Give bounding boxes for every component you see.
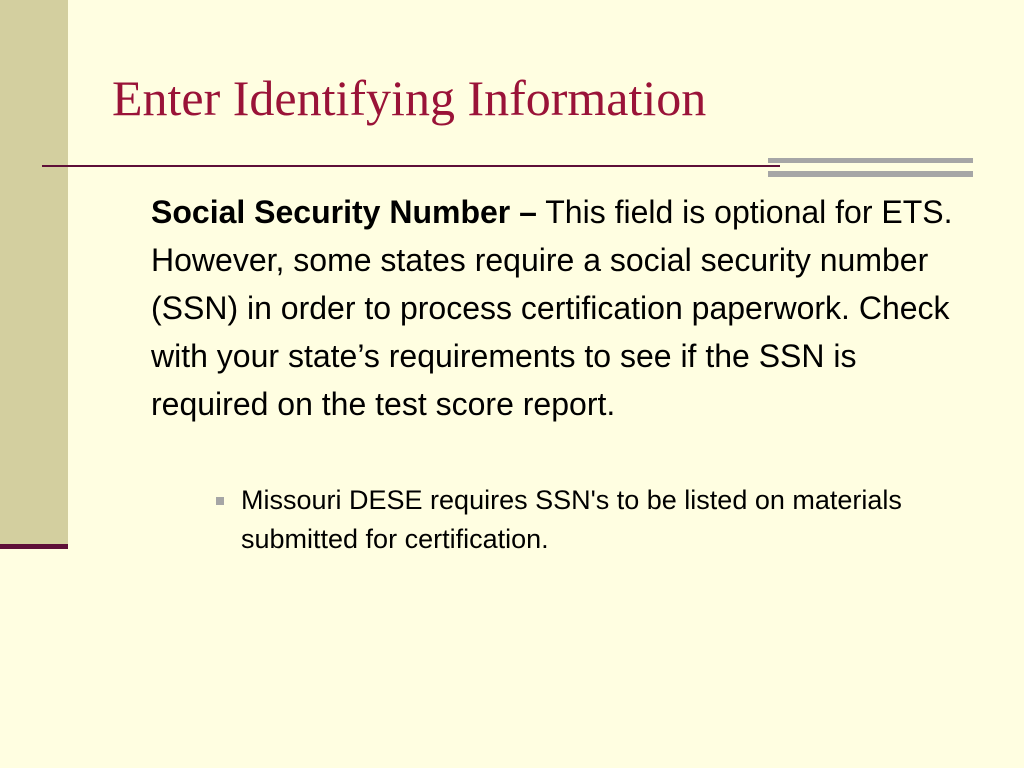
slide-title: Enter Identifying Information bbox=[112, 70, 707, 126]
square-bullet-icon bbox=[216, 497, 224, 505]
main-bullet-paragraph bbox=[151, 188, 981, 428]
ssn-label: Social Security Number – bbox=[151, 194, 537, 230]
decorative-gray-bar-bottom bbox=[768, 171, 973, 177]
left-decorative-band bbox=[0, 0, 68, 548]
title-underline-rule bbox=[42, 165, 780, 167]
sub-bullet-item: Missouri DESE requires SSN's to be listed on materials submitted for certification. bbox=[241, 485, 902, 554]
left-band-accent-line bbox=[0, 544, 68, 549]
decorative-gray-bar-top bbox=[768, 158, 973, 163]
ssn-description: This field is optional for ETS. However, some states require a social security number (SSN) in order to process certification paperwork. Check with your state’s requirements to see if the SSN is required on the test score report. bbox=[151, 194, 953, 422]
